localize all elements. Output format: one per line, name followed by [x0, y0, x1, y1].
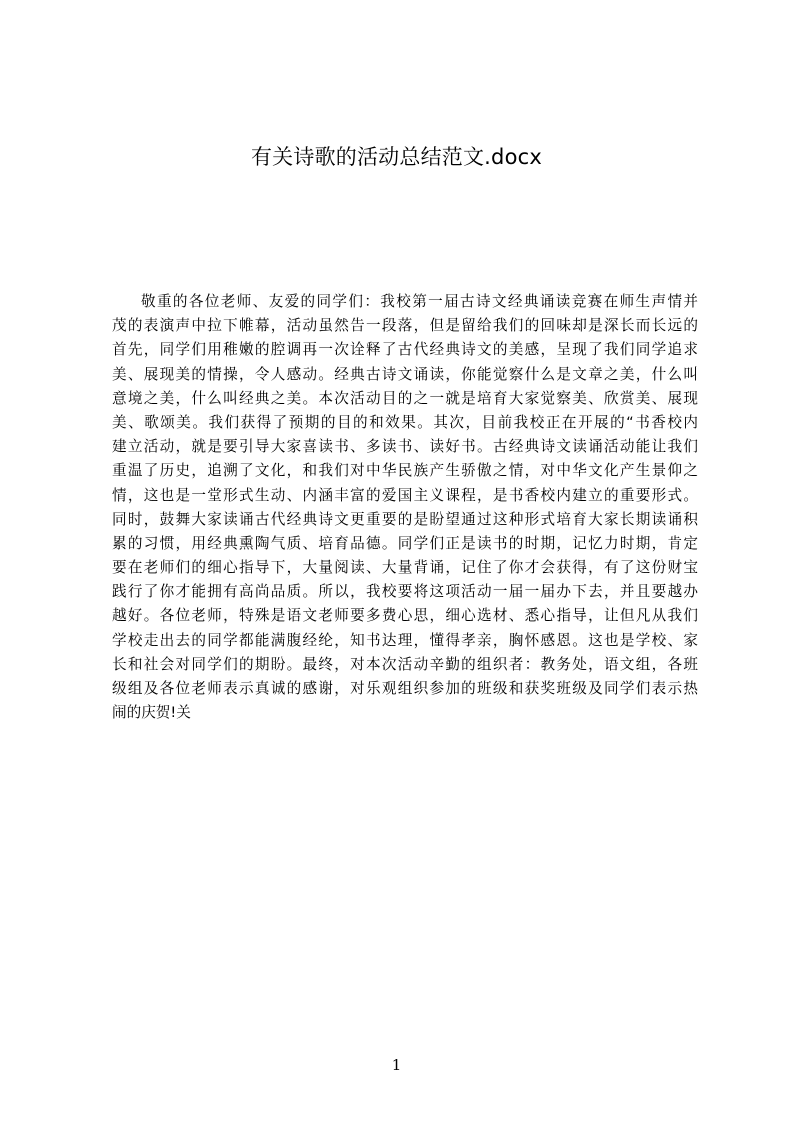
paragraph-line: 闹的庆贺!关: [112, 704, 191, 722]
paragraph-line: 建立活动，就是要引导大家喜读书、多读书、读好书。古经典诗文读诵活动能让我们: [112, 438, 698, 456]
document-title: 有关诗歌的活动总结范文.docx: [250, 145, 543, 169]
paragraph-line: 首先，同学们用稚嫩的腔调再一次诠释了古代经典诗文的美感，呈现了我们同学追求: [112, 341, 698, 359]
paragraph-line: 情，这也是一堂形式生动、内涵丰富的爱国主义课程，是书香校内建立的重要形式。: [112, 486, 698, 504]
paragraph-line: 越好。各位老师，特殊是语文老师要多费心思，细心选材、悉心指导，让但凡从我们: [112, 607, 698, 625]
paragraph-line: 意境之美，什么叫经典之美。本次活动目的之一就是培育大家觉察美、欣赏美、展现: [112, 389, 698, 407]
paragraph-line: 美、歌颂美。我们获得了预期的目的和效果。其次，目前我校正在开展的“书香校内: [112, 413, 698, 431]
body-paragraph: [112, 290, 698, 725]
paragraph-line: 学校走出去的同学都能满腹经纶，知书达理，懂得孝亲，胸怀感恩。这也是学校、家: [112, 631, 698, 649]
paragraph-line: 要在老师们的细心指导下，大量阅读、大量背诵，记住了你才会获得，有了这份财宝: [112, 559, 698, 577]
paragraph-line: 践行了你才能拥有高尚品质。所以，我校要将这项活动一届一届办下去，并且要越办: [112, 583, 698, 601]
paragraph-line: 重温了历史，追溯了文化，和我们对中华民族产生骄傲之情，对中华文化产生景仰之: [112, 462, 698, 480]
paragraph-line: 敬重的各位老师、友爱的同学们：我校第一届古诗文经典诵读竞赛在师生声情并: [141, 293, 698, 310]
paragraph-line: 级组及各位老师表示真诚的感谢，对乐观组织参加的班级和获奖班级及同学们表示热: [112, 680, 698, 697]
paragraph-line: 美、展现美的情操，令人感动。经典古诗文诵读，你能觉察什么是文章之美，什么叫: [112, 365, 698, 383]
paragraph-line: 长和社会对同学们的期盼。最终，对本次活动辛勤的组织者：教务处，语文组，各班: [112, 655, 698, 673]
page-number: 1: [391, 1056, 402, 1074]
paragraph-line: 累的习惯，用经典熏陶气质、培育品德。同学们正是读书的时期，记忆力时期，肯定: [112, 534, 698, 552]
paragraph-line: 茂的表演声中拉下帷幕，活动虽然告一段落，但是留给我们的回味却是深长而长远的: [112, 317, 698, 335]
paragraph-line: 同时，鼓舞大家读诵古代经典诗文更重要的是盼望通过这种形式培育大家长期读诵积: [112, 510, 698, 528]
